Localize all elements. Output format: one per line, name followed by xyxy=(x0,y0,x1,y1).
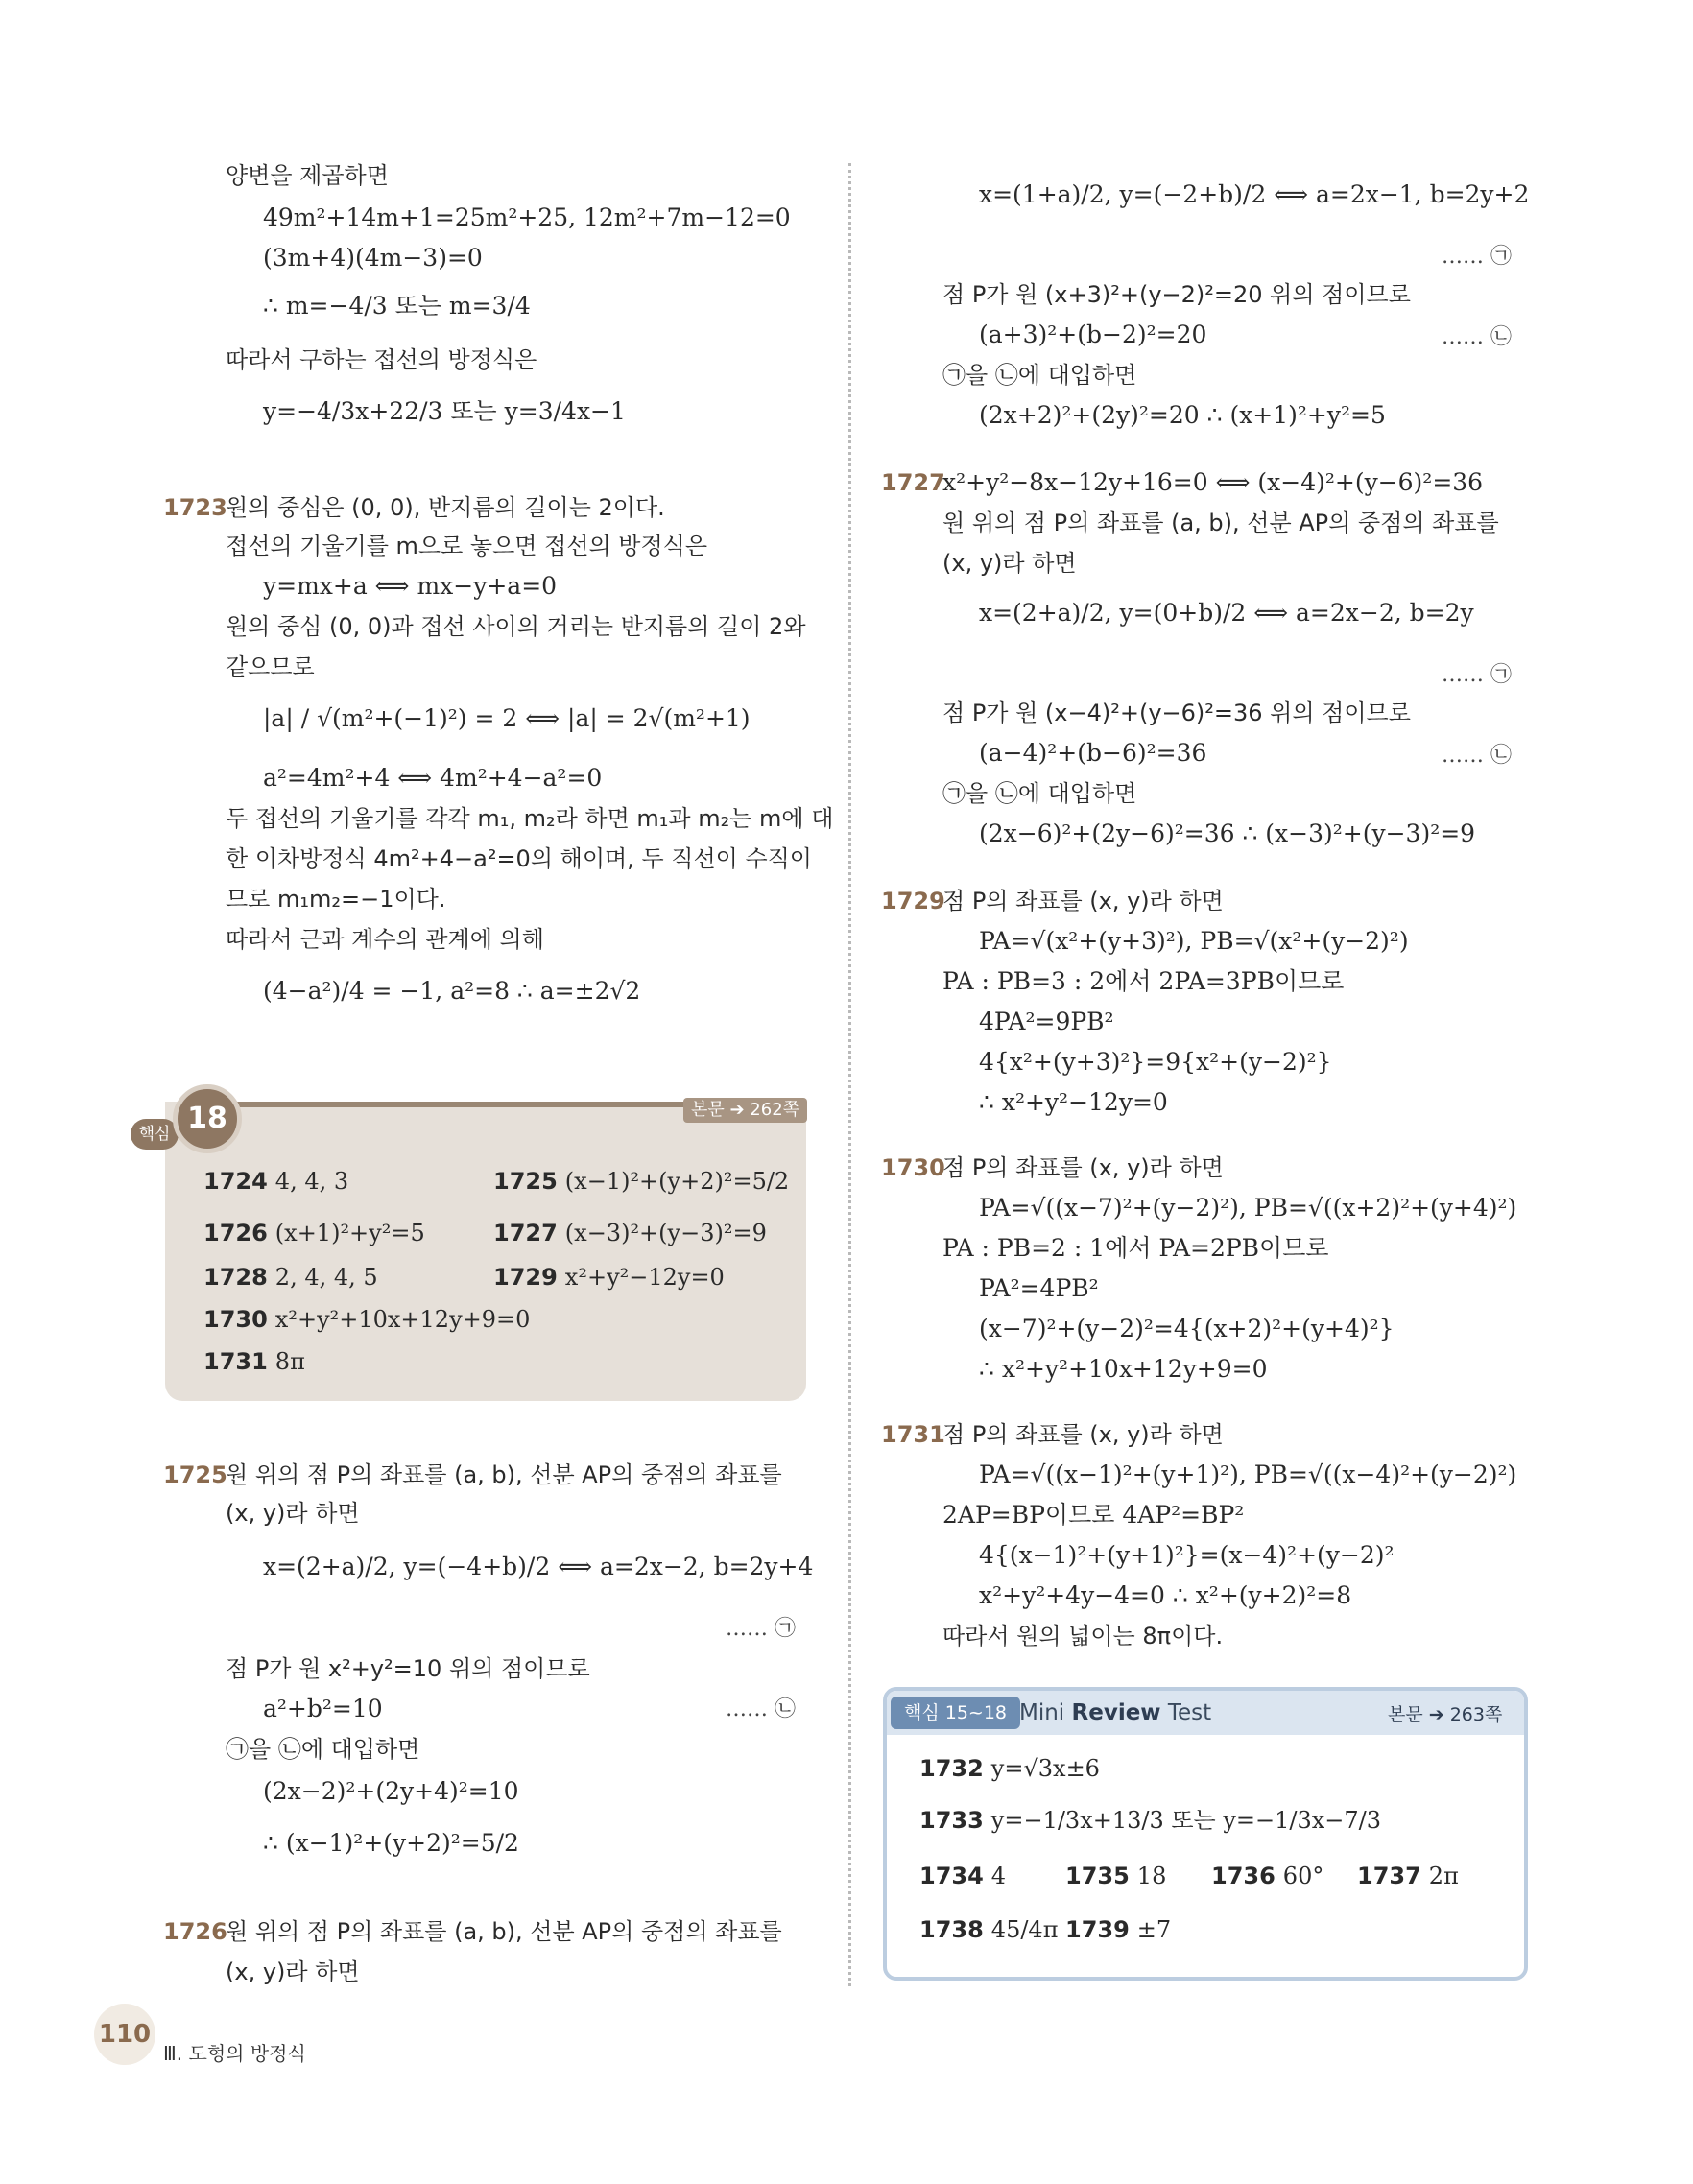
math-line: (2x+2)²+(2y)²=20 ∴ (x+1)²+y²=5 xyxy=(979,401,1386,429)
math-line: x=(1+a)/2, y=(−2+b)/2 ⟺ a=2x−1, b=2y+2 xyxy=(979,180,1530,208)
text-line: 점 P가 원 (x−4)²+(y−6)²=36 위의 점이므로 xyxy=(942,700,1411,726)
equation-marker: …… ㉠ xyxy=(726,1617,796,1641)
text-line: 점 P가 원 (x+3)²+(y−2)²=20 위의 점이므로 xyxy=(942,281,1411,308)
answer-item: 1731 8π xyxy=(203,1348,305,1375)
page-number: 110 xyxy=(94,2004,155,2065)
math-line: (2x−2)²+(2y+4)²=10 xyxy=(263,1777,519,1805)
text-line: 원의 중심 (0, 0)과 접선 사이의 거리는 반지름의 길이 2와 xyxy=(226,613,806,640)
math-line: a²+b²=10 xyxy=(263,1695,383,1722)
text-line: 원 위의 점 P의 좌표를 (a, b), 선분 AP의 중점의 좌표를 xyxy=(226,1918,782,1945)
math-line: 4{x²+(y+3)²}=9{x²+(y−2)²} xyxy=(979,1048,1332,1076)
text-line: 같으므로 xyxy=(226,653,315,680)
math-line: 49m²+14m+1=25m²+25, 12m²+7m−12=0 xyxy=(263,203,791,231)
text-line: (x, y)라 하면 xyxy=(942,550,1077,577)
chapter-title: Ⅲ. 도형의 방정식 xyxy=(163,2042,306,2065)
equation-marker: …… ㉡ xyxy=(1442,744,1512,768)
answer-item: 1729 x²+y²−12y=0 xyxy=(493,1264,725,1291)
answer-item: 1730 x²+y²+10x+12y+9=0 xyxy=(203,1306,531,1333)
answer-item: 1732 y=√3x±6 xyxy=(919,1755,1100,1782)
math-line: y=mx+a ⟺ mx−y+a=0 xyxy=(263,572,558,600)
text-line: 점 P가 원 x²+y²=10 위의 점이므로 xyxy=(226,1655,590,1682)
column-divider xyxy=(848,163,851,1986)
math-line: 4PA²=9PB² xyxy=(979,1008,1114,1035)
text-line: 원 위의 점 P의 좌표를 (a, b), 선분 AP의 중점의 좌표를 xyxy=(942,510,1499,536)
math-line: y=−4/3x+22/3 또는 y=3/4x−1 xyxy=(263,397,626,425)
text-line: 두 접선의 기울기를 각각 m₁, m₂라 하면 m₁과 m₂는 m에 대 xyxy=(226,805,834,832)
math-line: (a+3)²+(b−2)²=20 xyxy=(979,320,1207,348)
text-line: 따라서 구하는 접선의 방정식은 xyxy=(226,346,537,373)
problem-number: 1725 xyxy=(163,1461,227,1488)
problem-number: 1730 xyxy=(881,1154,945,1181)
text-line: 점 P의 좌표를 (x, y)라 하면 xyxy=(942,888,1224,914)
core-tag: 핵심 xyxy=(131,1119,179,1150)
answer-item: 1739 ±7 xyxy=(1065,1916,1172,1943)
text-line: ㉠을 ㉡에 대입하면 xyxy=(942,780,1137,807)
math-line: a²=4m²+4 ⟺ 4m²+4−a²=0 xyxy=(263,764,603,792)
equation-marker: …… ㉡ xyxy=(1442,325,1512,349)
equation-marker: …… ㉡ xyxy=(726,1697,796,1721)
textbook-ref: 본문 ➔ 263쪽 xyxy=(1388,1704,1503,1725)
math-line: |a| / √(m²+(−1)²) = 2 ⟺ |a| = 2√(m²+1) xyxy=(263,704,751,732)
text-line: 따라서 원의 넓이는 8π이다. xyxy=(942,1623,1224,1650)
math-line: PA : PB=2 : 1에서 PA=2PB이므로 xyxy=(942,1234,1329,1262)
math-line: PA²=4PB² xyxy=(979,1274,1099,1302)
text-line: 점 P의 좌표를 (x, y)라 하면 xyxy=(942,1154,1224,1181)
answer-item: 1724 4, 4, 3 xyxy=(203,1168,349,1195)
core-number-badge: 18 xyxy=(173,1084,242,1153)
text-line: 점 P의 좌표를 (x, y)라 하면 xyxy=(942,1421,1224,1448)
math-line: PA : PB=3 : 2에서 2PA=3PB이므로 xyxy=(942,967,1345,995)
math-line: x²+y²+4y−4=0 ∴ x²+(y+2)²=8 xyxy=(979,1581,1352,1609)
answer-item: 1725 (x−1)²+(y+2)²=5/2 xyxy=(493,1168,790,1195)
answer-item: 1726 (x+1)²+y²=5 xyxy=(203,1220,425,1246)
equation-marker: …… ㉠ xyxy=(1442,663,1512,687)
math-line: ∴ x²+y²−12y=0 xyxy=(979,1088,1168,1116)
text-line: ㉠을 ㉡에 대입하면 xyxy=(226,1736,420,1763)
text-line: 므로 m₁m₂=−1이다. xyxy=(226,886,446,913)
text-line: 양변을 제곱하면 xyxy=(226,162,389,189)
answer-item: 1733 y=−1/3x+13/3 또는 y=−1/3x−7/3 xyxy=(919,1807,1382,1834)
answer-item: 1728 2, 4, 4, 5 xyxy=(203,1264,378,1291)
text-line: 원의 중심은 (0, 0), 반지름의 길이는 2이다. xyxy=(226,494,665,521)
answer-item: 1738 45/4π xyxy=(919,1916,1059,1943)
answer-item: 1727 (x−3)²+(y−3)²=9 xyxy=(493,1220,767,1246)
equation-marker: …… ㉠ xyxy=(1442,245,1512,269)
math-line: PA=√(x²+(y+3)²), PB=√(x²+(y−2)²) xyxy=(979,927,1409,955)
text-line: 따라서 근과 계수의 관계에 의해 xyxy=(226,926,544,953)
answer-item: 1737 2π xyxy=(1357,1863,1459,1889)
mini-review-title: Mini Review Test xyxy=(1019,1700,1212,1725)
math-line: PA=√((x−1)²+(y+1)²), PB=√((x−4)²+(y−2)²) xyxy=(979,1460,1517,1488)
problem-number: 1727 xyxy=(881,469,945,496)
math-line: 4{(x−1)²+(y+1)²}=(x−4)²+(y−2)² xyxy=(979,1541,1395,1569)
math-line: ∴ x²+y²+10x+12y+9=0 xyxy=(979,1355,1268,1383)
text-line: ㉠을 ㉡에 대입하면 xyxy=(942,362,1137,389)
mini-review-tag: 핵심 15~18 xyxy=(891,1697,1020,1729)
problem-number: 1726 xyxy=(163,1918,227,1945)
textbook-ref: 본문 ➔ 262쪽 xyxy=(683,1098,807,1123)
math-line: x²+y²−8x−12y+16=0 ⟺ (x−4)²+(y−6)²=36 xyxy=(942,468,1484,496)
math-line: (3m+4)(4m−3)=0 xyxy=(263,244,483,272)
answer-item: 1736 60° xyxy=(1211,1863,1324,1889)
problem-number: 1723 xyxy=(163,494,227,521)
math-line: ∴ (x−1)²+(y+2)²=5/2 xyxy=(263,1829,519,1857)
text-line: (x, y)라 하면 xyxy=(226,1500,360,1527)
math-line: 2AP=BP이므로 4AP²=BP² xyxy=(942,1501,1245,1529)
math-line: (x−7)²+(y−2)²=4{(x+2)²+(y+4)²} xyxy=(979,1315,1395,1342)
math-line: (4−a²)/4 = −1, a²=8 ∴ a=±2√2 xyxy=(263,977,641,1005)
math-line: x=(2+a)/2, y=(−4+b)/2 ⟺ a=2x−2, b=2y+4 xyxy=(263,1553,814,1580)
text-line: (x, y)라 하면 xyxy=(226,1958,360,1985)
math-line: PA=√((x−7)²+(y−2)²), PB=√((x+2)²+(y+4)²) xyxy=(979,1194,1517,1222)
problem-number: 1731 xyxy=(881,1421,945,1448)
answer-item: 1734 4 xyxy=(919,1863,1007,1889)
problem-number: 1729 xyxy=(881,888,945,914)
text-line: 접선의 기울기를 m으로 놓으면 접선의 방정식은 xyxy=(226,533,708,559)
math-line: (a−4)²+(b−6)²=36 xyxy=(979,739,1207,767)
math-line: ∴ m=−4/3 또는 m=3/4 xyxy=(263,292,531,320)
text-line: 원 위의 점 P의 좌표를 (a, b), 선분 AP의 중점의 좌표를 xyxy=(226,1461,782,1488)
math-line: (2x−6)²+(2y−6)²=36 ∴ (x−3)²+(y−3)²=9 xyxy=(979,819,1476,847)
math-line: x=(2+a)/2, y=(0+b)/2 ⟺ a=2x−2, b=2y xyxy=(979,599,1474,627)
text-line: 한 이차방정식 4m²+4−a²=0의 해이며, 두 직선이 수직이 xyxy=(226,845,812,872)
answer-item: 1735 18 xyxy=(1065,1863,1167,1889)
